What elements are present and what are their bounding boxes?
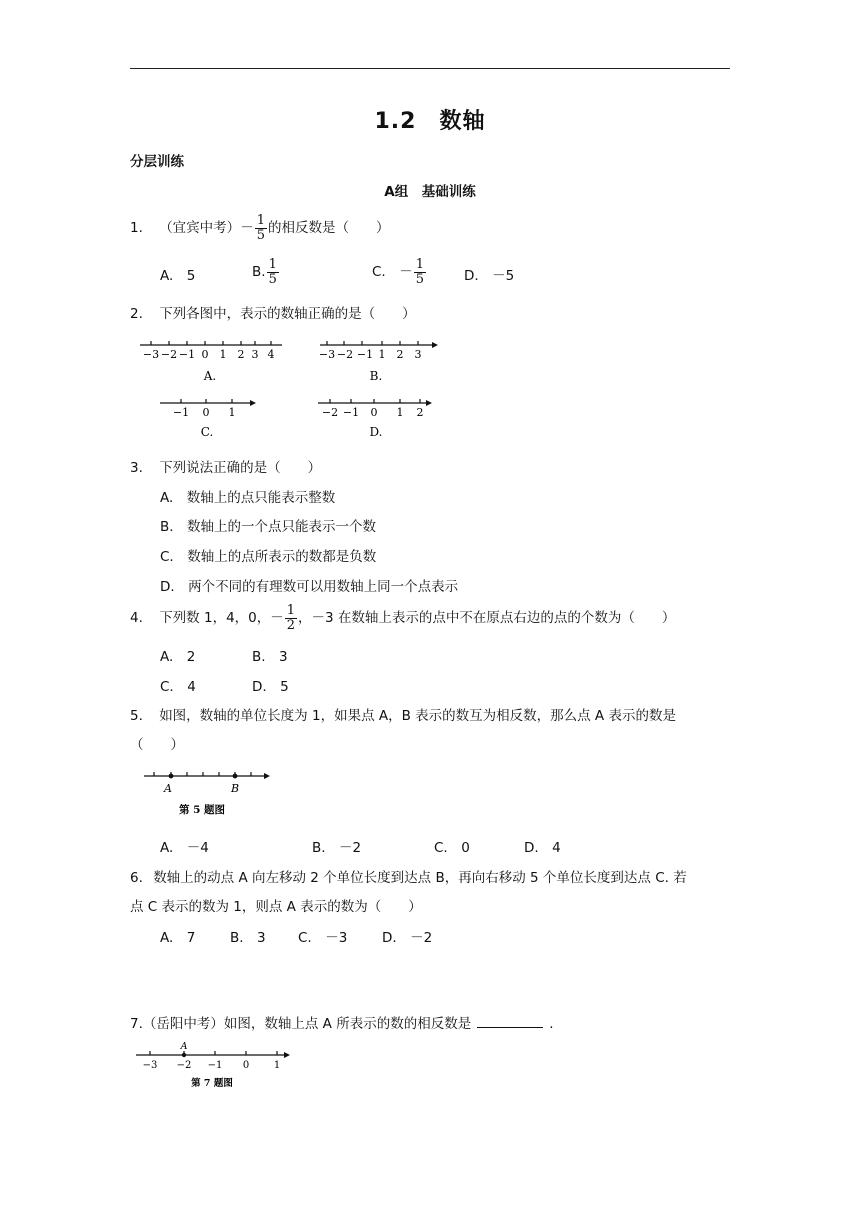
number-line-figure-a xyxy=(138,336,288,384)
number-line-figure-c xyxy=(158,394,262,442)
option-d: D. 4 xyxy=(524,840,561,856)
question-number: 2. xyxy=(130,306,143,322)
question-6-line-2: 点 C 表示的数为 1，则点 A 表示的数为（ ） xyxy=(130,899,422,915)
figure-caption: B. xyxy=(369,369,383,383)
point-a-dot xyxy=(169,774,174,779)
arrow-icon xyxy=(250,400,256,406)
question-number: 1. xyxy=(130,220,143,237)
option-b: B. $\frac{1}{5}$ xyxy=(252,257,277,287)
tick-label: −2 xyxy=(176,1060,192,1071)
tick-label: −3 xyxy=(142,1060,158,1071)
question-source: （宜宾中考） xyxy=(159,220,241,237)
option-d: D. 两个不同的有理数可以用数轴上同一个点表示 xyxy=(160,579,459,595)
option-c: C. 0 xyxy=(434,840,470,856)
option-d: D. －2 xyxy=(382,930,433,946)
option-b: B. －2 xyxy=(312,840,362,856)
tick-label: −2 xyxy=(321,406,339,419)
tick-label: −2 xyxy=(336,348,354,361)
tick-label: 3 xyxy=(414,348,422,361)
question-number: 7. xyxy=(130,1016,143,1032)
tick-label: 3 xyxy=(251,348,259,361)
question-number: 3. xyxy=(130,460,143,476)
tick-label: −1 xyxy=(356,348,374,361)
question-text-continued: ，－3 在数轴上表示的点中不在原点右边的点的个数为（ ） xyxy=(298,610,676,627)
number-line-figure-q7 xyxy=(134,1040,296,1094)
tick-label: 0 xyxy=(202,406,210,419)
option-a: A. 7 xyxy=(160,930,196,946)
question-4 xyxy=(130,604,675,632)
option-b: B. 数轴上的一个点只能表示一个数 xyxy=(160,519,377,535)
question-3 xyxy=(130,456,321,476)
question-text: 数轴上的动点 A 向左移动 2 个单位长度到达点 B，再向右移动 5 个单位长度到达点 C. 若 xyxy=(153,870,687,886)
answer-blank[interactable] xyxy=(477,1013,543,1028)
question-text: 如图，数轴的单位长度为 1，如果点 A，B 表示的数互为相反数，那么点 A 表示的数是 xyxy=(159,708,676,724)
option-a: A. 5 xyxy=(160,268,196,284)
tick-label: −1 xyxy=(172,406,190,419)
tick-label: 1 xyxy=(396,406,404,419)
arrow-icon xyxy=(426,400,432,406)
figure-caption: A. xyxy=(203,369,217,383)
point-a-label: A xyxy=(180,1041,188,1052)
header-rule xyxy=(130,68,730,69)
option-b: B. 3 xyxy=(252,649,288,665)
fraction: $\frac{1}{2}$ xyxy=(286,603,296,633)
axis-ticks xyxy=(151,341,271,345)
arrow-icon xyxy=(432,342,438,348)
tick-label: 4 xyxy=(267,348,275,361)
tick-label: 1 xyxy=(273,1060,281,1071)
point-b-dot xyxy=(233,774,238,779)
question-1 xyxy=(130,214,389,242)
option-b: B. 3 xyxy=(230,930,266,946)
tick-label: −2 xyxy=(160,348,178,361)
tick-label: −1 xyxy=(178,348,196,361)
option-d: D. －5 xyxy=(464,268,515,284)
tick-label: 2 xyxy=(396,348,404,361)
section-heading: 分层训练 xyxy=(130,154,184,170)
tick-label: 1 xyxy=(228,406,236,419)
number-line-figure-b xyxy=(318,336,442,384)
tick-label: 0 xyxy=(242,1060,250,1071)
question-number: 5. xyxy=(130,708,143,724)
point-a-label: A xyxy=(164,782,172,795)
question-2 xyxy=(130,302,416,322)
question-number: 4. xyxy=(130,610,143,627)
axis-ticks xyxy=(327,341,418,345)
question-number: 6. xyxy=(130,870,143,886)
page-title: 1.2 数轴 xyxy=(374,109,486,134)
question-text: （岳阳中考）如图，数轴上点 A 所表示的数的相反数是 xyxy=(142,1016,472,1032)
question-6 xyxy=(130,866,687,886)
tick-label: 0 xyxy=(201,348,209,361)
question-5-bracket: （ ） xyxy=(130,737,184,753)
tick-label: 1 xyxy=(378,348,386,361)
axis-ticks xyxy=(330,399,420,403)
figure-caption: C. xyxy=(200,425,214,439)
question-text: 下列说法正确的是（ ） xyxy=(159,460,322,476)
tick-label: 0 xyxy=(370,406,378,419)
tick-label: −1 xyxy=(342,406,360,419)
figure-caption: 第 7 题图 xyxy=(191,1078,233,1089)
end-period: . xyxy=(549,1016,554,1032)
question-text: 下列数 1，4，0，－ xyxy=(159,610,284,627)
point-b-label: B xyxy=(230,782,240,795)
option-c: C. － $\frac{1}{5}$ xyxy=(372,257,424,287)
option-a: A. 数轴上的点只能表示整数 xyxy=(160,490,336,506)
figure-caption: D. xyxy=(369,425,383,439)
question-text: 下列各图中，表示的数轴正确的是（ ） xyxy=(159,306,416,322)
number-line-figure-q5 xyxy=(142,766,274,820)
option-a: A. －4 xyxy=(160,840,209,856)
group-heading: A组 基础训练 xyxy=(384,184,476,200)
number-line-figure-d xyxy=(316,394,438,442)
tick-label: −3 xyxy=(318,348,336,361)
tick-label: 2 xyxy=(237,348,245,361)
figure-caption: 第 5 题图 xyxy=(178,804,226,816)
option-d: D. 5 xyxy=(252,679,289,695)
question-7 xyxy=(130,1012,554,1032)
tick-label: −3 xyxy=(142,348,160,361)
option-c: C. 数轴上的点所表示的数都是负数 xyxy=(160,549,377,565)
fraction: $\frac{1}{5}$ xyxy=(256,213,265,243)
question-text: 的相反数是（ ） xyxy=(267,220,390,237)
tick-label: 2 xyxy=(416,406,424,419)
option-c: C. 4 xyxy=(160,679,196,695)
arrow-icon xyxy=(264,773,270,779)
minus-sign: － xyxy=(240,220,254,237)
tick-label: 1 xyxy=(219,348,227,361)
tick-label: −1 xyxy=(207,1060,223,1071)
option-c: C. －3 xyxy=(298,930,348,946)
arrow-icon xyxy=(284,1052,290,1058)
question-5 xyxy=(130,704,676,724)
axis-ticks xyxy=(181,399,232,403)
option-a: A. 2 xyxy=(160,649,196,665)
point-a-dot xyxy=(182,1053,186,1057)
